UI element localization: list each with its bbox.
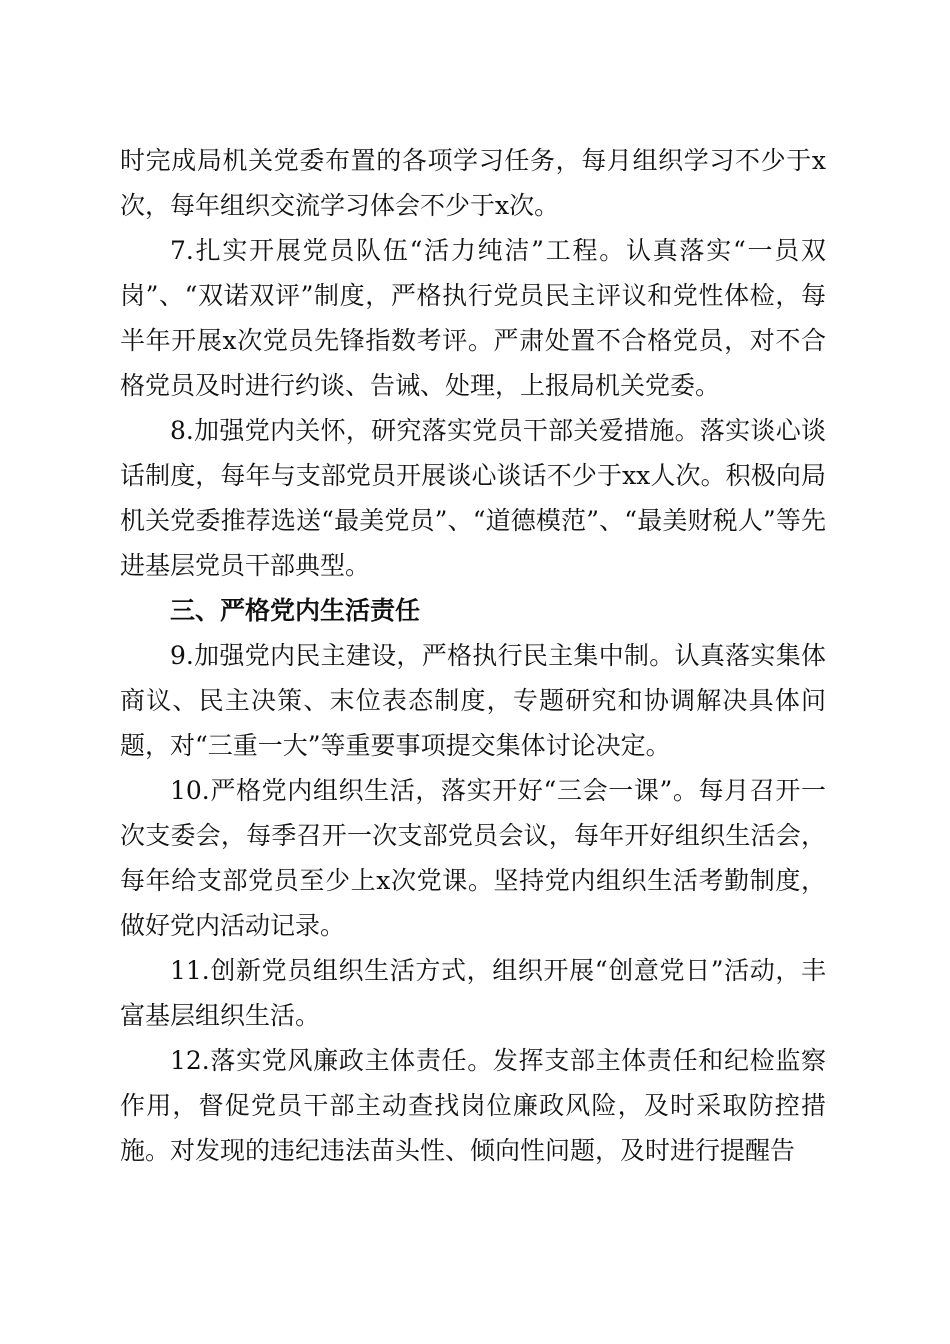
paragraph-continued: 时完成局机关党委布置的各项学习任务，每月组织学习不少于x次，每年组织交流学习体会不少于x次。 [120, 146, 826, 220]
paragraph-8: 8.加强党内关怀，研究落实党员干部关爱措施。落实谈心谈话制度，每年与支部党员开展谈心谈话不少于xx人次。积极向局机关党委推荐选送“最美党员”、“道德模范”、“最美财税人”等先进基层党员干部典型。 [120, 416, 826, 580]
paragraph-11: 11.创新党员组织生活方式，组织开展“创意党日”活动，丰富基层组织生活。 [120, 956, 826, 1030]
paragraph-9: 9.加强党内民主建设，严格执行民主集中制。认真落实集体商议、民主决策、末位表态制度，专题研究和协调解决具体问题，对“三重一大”等重要事项提交集体讨论决定。 [120, 641, 826, 760]
section-heading: 三、严格党内生活责任 [170, 596, 421, 625]
paragraph-7: 7.扎实开展党员队伍“活力纯洁”工程。认真落实“一员双岗”、“双诺双评”制度，严格执行党员民主评议和党性体检，每半年开展x次党员先锋指数考评。严肃处置不合格党员，对不合格党员及时进行约谈、告诫、处理，上报局机关党委。 [120, 236, 826, 400]
paragraph-12: 12.落实党风廉政主体责任。发挥支部主体责任和纪检监察作用，督促党员干部主动查找岗位廉政风险，及时采取防控措施。对发现的违纪违法苗头性、倾向性问题，及时进行提醒告 [120, 1046, 826, 1165]
paragraph-10: 10.严格党内组织生活，落实开好“三会一课”。每月召开一次支委会，每季召开一次支部党员会议，每年开好组织生活会，每年给支部党员至少上x次党课。坚持党内组织生活考勤制度，做好党内活动记录。 [120, 776, 826, 940]
document-body [120, 138, 826, 1173]
